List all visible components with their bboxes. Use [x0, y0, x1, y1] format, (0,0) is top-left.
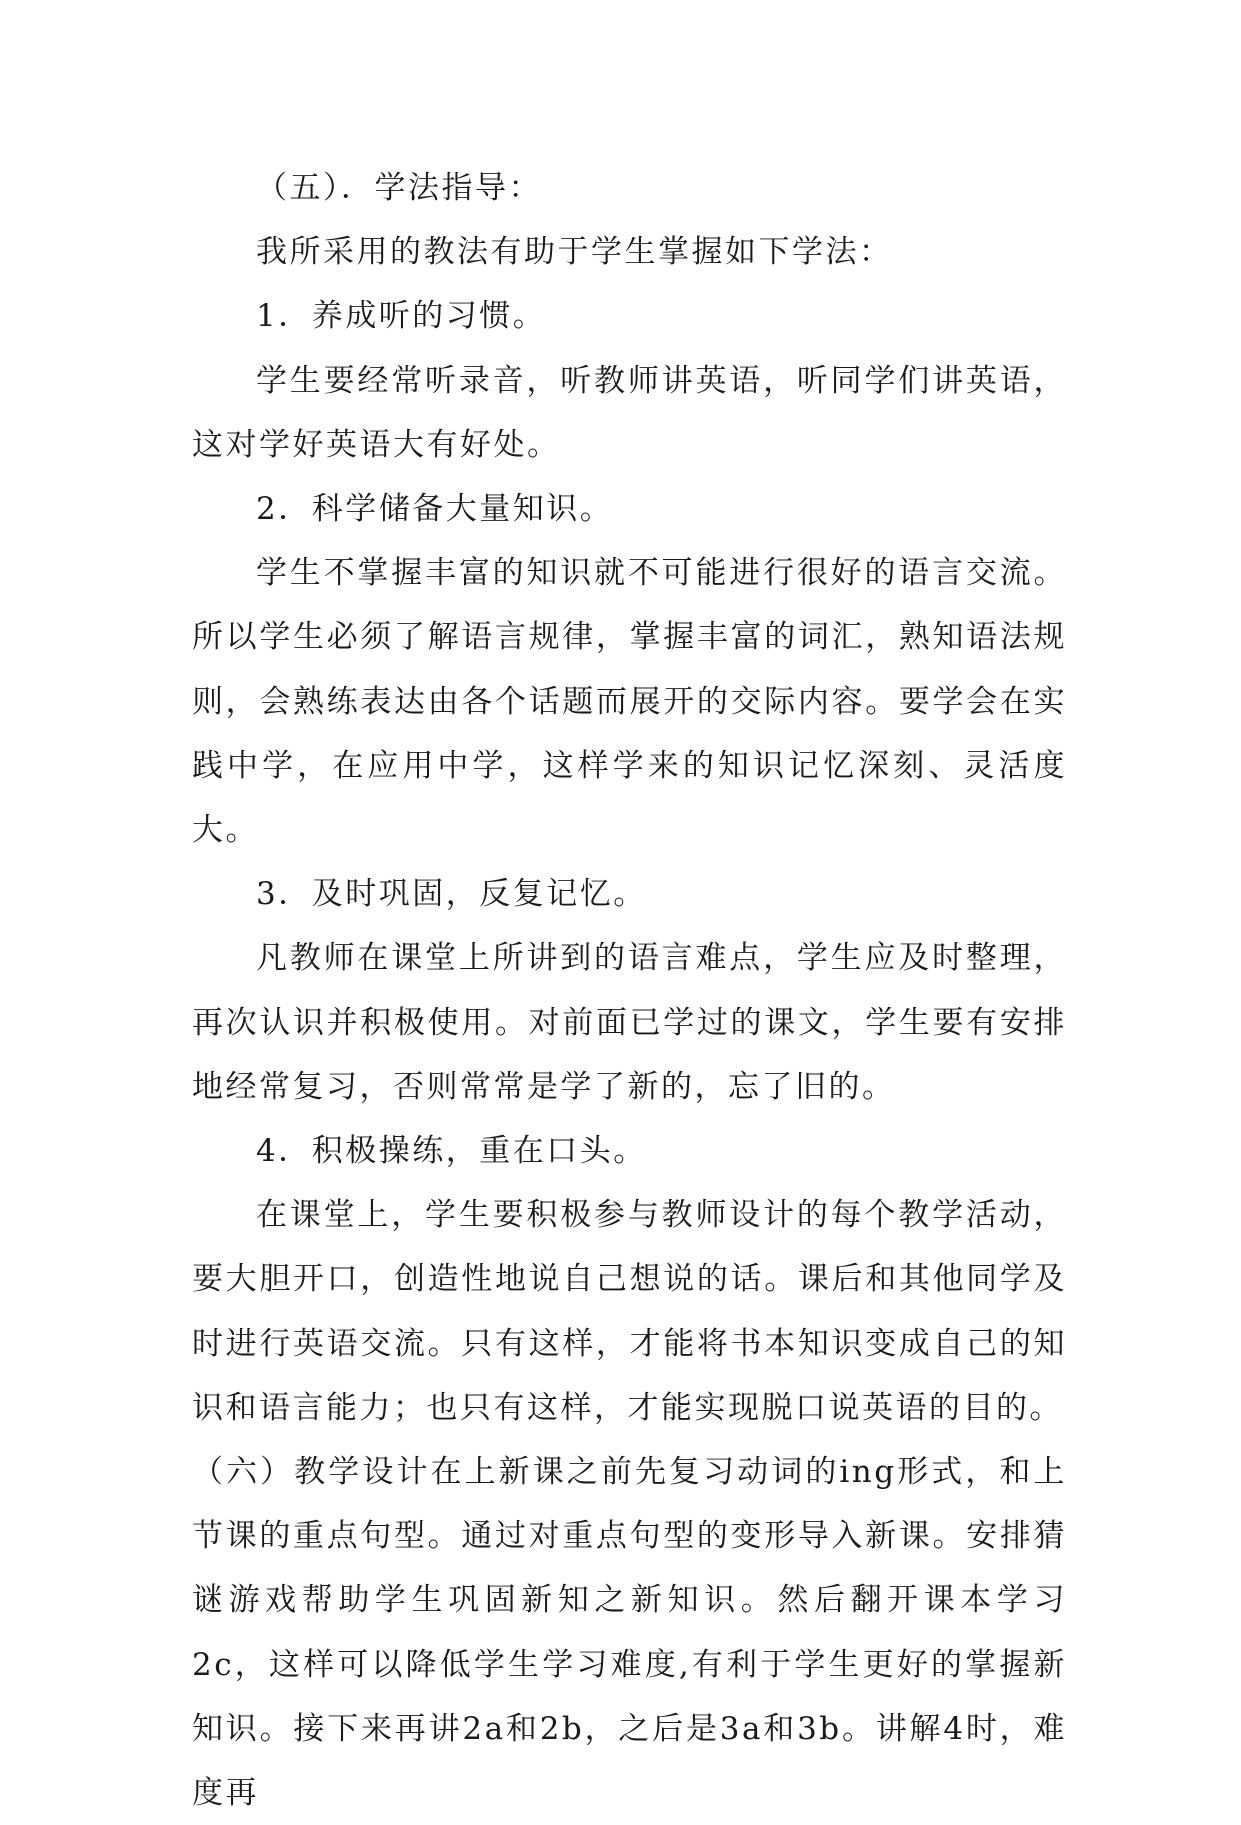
- list-item-3-heading: 3．及时巩固，反复记忆。: [256, 876, 647, 913]
- document-body: [192, 156, 1067, 1825]
- list-item-4-heading: 4．积极操练，重在口头。: [256, 1133, 647, 1170]
- section-heading-study-guidance: （五）．学法指导：: [256, 170, 542, 206]
- list-item-2-heading: 2．科学储备大量知识。: [256, 491, 614, 528]
- section-teaching-design: （六）教学设计在上新课之前先复习动词的ing形式，和上节课的重点句型。通过对重点句型的变形导入新课。安排猜谜游戏帮助学生巩固新知之新知识。然后翻开课本学习2c，这样可以降低学生学习难度,有利于学生更好的掌握新知识。接下来再讲2a和2b，之后是3a和3b。讲解4时，难度再: [192, 1454, 1067, 1812]
- paragraph-intro: 我所采用的教法有助于学生掌握如下学法：: [256, 234, 893, 271]
- list-item-2-body: 学生不掌握丰富的知识就不可能进行很好的语言交流。所以学生必须了解语言规律，掌握丰富的词汇，熟知语法规则，会熟练表达由各个话题而展开的交际内容。要学会在实践中学，在应用中学，这样学来的知识记忆深刻、灵活度大。: [192, 555, 1067, 849]
- list-item-1-heading: 1．养成听的习惯。: [256, 298, 547, 335]
- list-item-4-body: 在课堂上，学生要积极参与教师设计的每个教学活动，要大胆开口，创造性地说自己想说的话。课后和其他同学及时进行英语交流。只有这样，才能将书本知识变成自己的知识和语言能力；也只有这样，才能实现脱口说英语的目的。: [192, 1197, 1067, 1426]
- list-item-1-body: 学生要经常听录音，听教师讲英语，听同学们讲英语，这对学好英语大有好处。: [192, 362, 1067, 463]
- list-item-3-body: 凡教师在课堂上所讲到的语言难点，学生应及时整理，再次认识并积极使用。对前面已学过的课文，学生要有安排地经常复习，否则常常是学了新的，忘了旧的。: [192, 940, 1067, 1105]
